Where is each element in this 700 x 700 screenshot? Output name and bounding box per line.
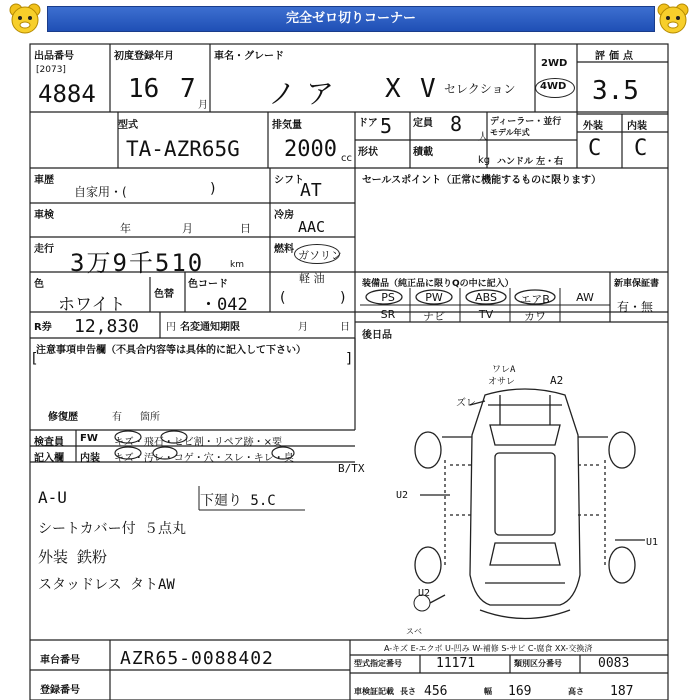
usage-label: 車歴 xyxy=(34,175,54,186)
dims-height-label: 高さ xyxy=(568,687,584,696)
score-int-label: 内装 xyxy=(627,121,647,132)
first-reg-month: 7 xyxy=(180,74,196,104)
inspector-fw: FW xyxy=(80,433,98,444)
note-under: 下廻り 5.C xyxy=(200,493,276,509)
selling-points-label: セールスポイント（正常に機能するものに限ります） xyxy=(362,175,602,186)
color-code-label: 色コード xyxy=(188,279,228,290)
btx-note: B/TX xyxy=(338,462,365,475)
dims-length: 456 xyxy=(424,684,448,699)
equip-pw: PW xyxy=(425,291,443,304)
legend-text: A-キズ E-エクボ U-凹み W-補修 S-サビ C-腐食 XX-交換済 xyxy=(384,644,593,653)
spec2-label: 類別区分番号 xyxy=(514,659,562,668)
equipment-label: 装備品（純正品に限りQの中に記入） xyxy=(362,279,514,289)
displacement-value: 2000 xyxy=(284,137,337,162)
score-ext-label: 外装 xyxy=(583,121,603,132)
usage-value: 自家用・( xyxy=(74,185,127,199)
dims-width: 169 xyxy=(508,684,532,699)
inspection-month: 月 xyxy=(182,222,193,235)
chassis-label: 車台番号 xyxy=(40,655,80,666)
capacity-unit: 人 xyxy=(478,132,488,143)
dims-label: 車検証記載 xyxy=(354,687,394,696)
spec2-value: 0083 xyxy=(598,656,630,671)
load-unit: kg xyxy=(478,155,491,166)
car-grade-suffix: セレクション xyxy=(444,82,516,96)
equip-tv: TV xyxy=(478,308,494,321)
model-label: 型式 xyxy=(118,120,138,131)
note-line1: A-U xyxy=(38,488,67,507)
usage-close: ) xyxy=(210,181,216,197)
fuel-label: 燃料 xyxy=(274,244,294,255)
diagram-label-u2b: U2 xyxy=(418,588,431,599)
equip-sr: SR xyxy=(380,308,396,321)
load-label: 積載 xyxy=(413,147,433,158)
score-int: C xyxy=(634,136,648,161)
inspector-circles xyxy=(108,430,358,462)
diagram-label-top3: A2 xyxy=(550,374,564,387)
diagram-label-top2: オサレ xyxy=(488,377,515,387)
record-int: 内装 xyxy=(80,453,100,464)
color-code: ・042 xyxy=(200,295,248,315)
color-label: 色 xyxy=(34,279,44,290)
drive-4wd: 4WD xyxy=(540,81,567,92)
lot-sub: [2073] xyxy=(36,65,66,75)
capacity-label: 定員 xyxy=(413,118,433,129)
dims-width-label: 幅 xyxy=(484,687,492,696)
lot-number: 4884 xyxy=(38,80,96,108)
note-line3: 外装 鉄粉 xyxy=(38,548,108,566)
equip-aw: AW xyxy=(576,291,594,304)
diagram-label-side: ズレ xyxy=(456,398,476,409)
inspection-year: 年 xyxy=(120,222,131,235)
new-warranty-value: 有・無 xyxy=(617,300,654,314)
recycle-label: R券 xyxy=(34,322,52,333)
shape-label: 形状 xyxy=(358,147,378,158)
fuel-diesel: 軽 油 xyxy=(299,272,325,285)
fuel-close: ) xyxy=(340,290,346,306)
record-label: 記入欄 xyxy=(34,453,64,464)
name-change-label: 名変通知期限 xyxy=(180,322,240,333)
equip-navi: ナビ xyxy=(423,310,445,323)
shift-value: AT xyxy=(300,180,322,201)
dealer-handle: ハンドル 左・右 xyxy=(497,157,564,167)
car-name-label: 車名・グレード xyxy=(214,51,284,62)
under-note-border xyxy=(195,484,315,512)
fuel-gas: ガソリン xyxy=(298,249,342,262)
equip-leather: カワ xyxy=(524,310,546,323)
displacement-label: 排気量 xyxy=(272,120,302,131)
new-warranty-label: 新車保証書 xyxy=(614,279,660,289)
drive-2wd: 2WD xyxy=(541,58,568,69)
color-change-label: 色替 xyxy=(154,289,174,300)
mileage-label: 走行 xyxy=(34,244,54,255)
fuel-open: ( xyxy=(280,290,286,306)
lot-label: 出品番号 xyxy=(34,51,74,62)
dims-height: 187 xyxy=(610,684,634,699)
diagram-label-bottom: スベ xyxy=(406,627,422,636)
equip-ps: PS xyxy=(381,291,395,304)
first-reg-label: 初度登録年月 xyxy=(114,51,174,62)
recycle-value: 12,830 xyxy=(74,316,140,337)
diagram-label-top1: ワレA xyxy=(492,365,516,375)
note-line2: シートカバー付 ５点丸 xyxy=(38,521,187,537)
notes-bracket-open: [ xyxy=(32,351,38,367)
repair-value: 有 xyxy=(112,412,122,423)
equip-abs: ABS xyxy=(475,291,497,304)
car-name: ノア xyxy=(268,77,345,110)
score-label: 評価点 xyxy=(595,51,637,62)
inspector-label: 検査員 xyxy=(34,437,64,448)
shift-label: シフト xyxy=(274,175,304,186)
doors-label: ドア xyxy=(358,118,378,129)
spec1-value: 11171 xyxy=(436,656,476,671)
mileage-value: 3万9千510 xyxy=(70,249,205,277)
first-reg-year: 16 xyxy=(128,74,160,104)
car-damage-diagram xyxy=(390,365,660,635)
mileage-unit: km xyxy=(230,260,244,270)
header-title: 完全ゼロ切りコーナー xyxy=(47,6,655,32)
inspector-fw-items: キズ・飛石・ヒビ割・リペア跡・×要 xyxy=(114,437,282,448)
car-grade: X xyxy=(385,74,401,104)
reg-number-label: 登録番号 xyxy=(40,685,80,696)
capacity-value: 8 xyxy=(450,112,463,136)
inspection-day: 日 xyxy=(240,222,251,235)
car-grade2: V xyxy=(420,74,436,104)
model-value: TA-AZR65G xyxy=(126,137,240,161)
inspection-label: 車検 xyxy=(34,210,54,221)
equip-airbag: エアB xyxy=(520,293,550,306)
record-int-items: キズ・汚レ・コゲ・穴・スレ・キレ・臭 xyxy=(114,453,294,464)
note-line4: スタッドレス タトAW xyxy=(38,577,175,593)
score-ext: C xyxy=(588,136,602,161)
dims-length-label: 長さ xyxy=(400,687,416,696)
dealer-model-year: モデル年式 xyxy=(490,128,530,137)
repair-sub: 箇所 xyxy=(140,412,160,423)
repair-label: 修復歴 xyxy=(48,412,78,423)
spec1-label: 型式指定番号 xyxy=(354,659,402,668)
score-value: 3.5 xyxy=(592,76,639,106)
doors-value: 5 xyxy=(380,114,393,138)
chassis-value: AZR65-0088402 xyxy=(120,648,274,669)
recycle-unit: 円 xyxy=(166,322,176,333)
name-change-day: 日 xyxy=(340,322,350,333)
notes-bracket-close: ] xyxy=(346,351,352,367)
dealer-label: ディーラー・並行 xyxy=(490,117,562,127)
notes-label: 注意事項申告欄（不具合内容等は具体的に記入して下さい） xyxy=(36,345,306,356)
aircon-value: AAC xyxy=(298,218,326,236)
first-reg-month-unit: 月 xyxy=(198,100,208,111)
color-value: ホワイト xyxy=(58,295,126,315)
later-install-label: 後日品 xyxy=(362,330,392,341)
displacement-unit: cc xyxy=(341,153,352,164)
name-change-month: 月 xyxy=(298,322,308,333)
diagram-label-u1: U1 xyxy=(646,537,659,548)
aircon-label: 冷房 xyxy=(274,210,294,221)
diagram-label-u2a: U2 xyxy=(396,490,409,501)
